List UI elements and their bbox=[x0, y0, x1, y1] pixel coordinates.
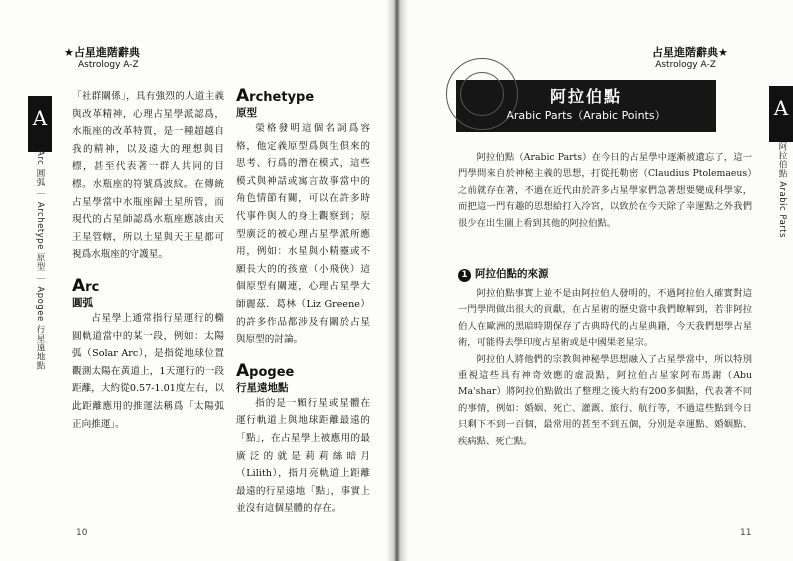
left-side-index: Arc 圓弧 ｜ Archetype 原型 ｜ Apogee 行星遠地點 bbox=[35, 150, 45, 370]
left-running-header bbox=[64, 46, 140, 72]
term-arc-zh: 圓弧 bbox=[72, 296, 93, 309]
left-letter-tab bbox=[28, 96, 52, 152]
term-archetype-en: Archetype bbox=[236, 86, 315, 106]
term-apogee bbox=[236, 360, 370, 395]
term-arc bbox=[72, 275, 224, 310]
aquarius-continued-text: 「社群關係」，具有強烈的人道主義與改革精神，心理占星學派認爲，水瓶座的改革特質，是一種超越自我的精神，以及遠大的理想與目標，甚至代表著一群人共同的目標。水瓶座的符號爲波紋。在傳統占星學當中水瓶座歸土星所管，而現代的占星師認爲水瓶座應該由天王星管轄，所以土星與天王星都可視爲水瓶座的守護星。 bbox=[72, 91, 224, 261]
right-page bbox=[396, 0, 793, 561]
left-header-subtitle: Astrology A-Z bbox=[78, 60, 139, 70]
term-apogee-body: 指的是一顆行星或星體在運行軌道上與地球距離最遠的「點」，在占星學上被應用的最廣泛的就是莉莉絲暗月（Lilith），指月亮軌道上距離最遠的行星遠地「點」，事實上並沒有這個星體的存在。 bbox=[236, 397, 370, 515]
entry-subtitle: Arabic Parts（Arabic Points） bbox=[506, 109, 666, 122]
term-archetype-zh: 原型 bbox=[236, 107, 257, 119]
right-header-title: 占星進階辭典★ bbox=[652, 46, 728, 59]
right-header-subtitle: Astrology A-Z bbox=[655, 60, 716, 70]
section-1-title: 阿拉伯點的來源 bbox=[475, 268, 549, 280]
left-page bbox=[0, 0, 396, 561]
right-tab-letter: A bbox=[773, 96, 789, 120]
astrology-wheel-inner-decoration bbox=[460, 72, 504, 116]
section-1-heading bbox=[458, 266, 549, 282]
right-side-index: 阿拉伯點 Arabic Parts bbox=[777, 142, 787, 239]
entry-title: 阿拉伯點 bbox=[549, 87, 622, 106]
term-archetype-body: 榮格發明這個名詞爲容格，他定義原型爲與生俱來的思考、行爲的潛在模式，這些模式與神話或寓言故事當中的角色情節有關，可以在許多時代事件與人的身上觀察到；原型廣泛的被心理占星學派所應用，例如：水星與小精靈或不願長大的的孩童（小飛俠）這個原型有關連，心理占星學大師麗茲．葛林（Liz Greene）的許多作品都涉及有關於占星與原型的討論。 bbox=[236, 123, 370, 346]
term-apogee-zh: 行星遠地點 bbox=[236, 381, 289, 394]
left-tab-letter: A bbox=[32, 106, 48, 130]
term-arc-body: 占星學上通常指行星運行的橢圓軌道當中的某一段，例如：太陽弧（Solar Arc），是指從地球位置觀測太陽在黃道上，1天運行的一段距離，大約從0.57-1.01度左右，以此距離應用的推運法稱爲「太陽弧正向推運」。 bbox=[72, 312, 224, 430]
right-running-header bbox=[652, 46, 728, 72]
section-1-paragraph-1: 阿拉伯點事實上並不是由阿拉伯人發明的，不過阿拉伯人確實對這一門學問做出很大的貢獻，在占星術的歷史當中我們瞭解到，若非阿拉伯人在歐洲的黑暗時期保存了古典時代的占星典籍，今天我們想學占星術，可能得去學印度占星術或是中國果老星宗。 bbox=[458, 288, 752, 349]
section-1-body bbox=[458, 286, 752, 450]
left-page-number: 10 bbox=[76, 528, 88, 538]
entry-intro-text: 阿拉伯點（Arabic Parts）在今日的占星學中逐漸被遺忘了，這一門學問來自於神秘主義的思想，打從托勒密（Claudius Ptolemaeus）之前就存在著，不過在近代由於許多占星學家們急著想要變成科學家，而把這一門有趣的思想給打入冷宮，以致於在今天除了幸運點之外我們很少在出生圖上看到其他的阿拉伯點。 bbox=[458, 152, 752, 229]
book-gutter-shadow bbox=[386, 0, 408, 561]
right-letter-tab bbox=[769, 86, 793, 142]
left-column-1 bbox=[72, 88, 224, 433]
entry-title-banner bbox=[456, 80, 716, 132]
left-column-2 bbox=[236, 88, 370, 518]
term-archetype bbox=[236, 88, 370, 120]
section-1-paragraph-2: 阿拉伯人將他們的宗教與神秘學思想融入了占星學當中，所以特別重視這些具有神奇效應的虛設點，阿拉伯占星家阿布馬謝（Abu Ma'shar）將阿拉伯點做出了整理之後大約有200多個點，代表著不同的事情，例如：婚姻、死亡、灌溉、旅行、航行等，不過這些點到今日只剩下不到一百個，最常用的甚至不到五個，分別是幸運點、婚姻點、疾病點、死亡點。 bbox=[458, 353, 752, 447]
term-apogee-en: Apogee bbox=[236, 360, 295, 381]
term-arc-en: Arc bbox=[72, 275, 100, 296]
right-page-number: 11 bbox=[740, 528, 752, 538]
section-1-number-badge: 1 bbox=[458, 269, 471, 282]
entry-intro bbox=[458, 150, 752, 232]
left-header-title: ★占星進階辭典 bbox=[64, 46, 140, 59]
